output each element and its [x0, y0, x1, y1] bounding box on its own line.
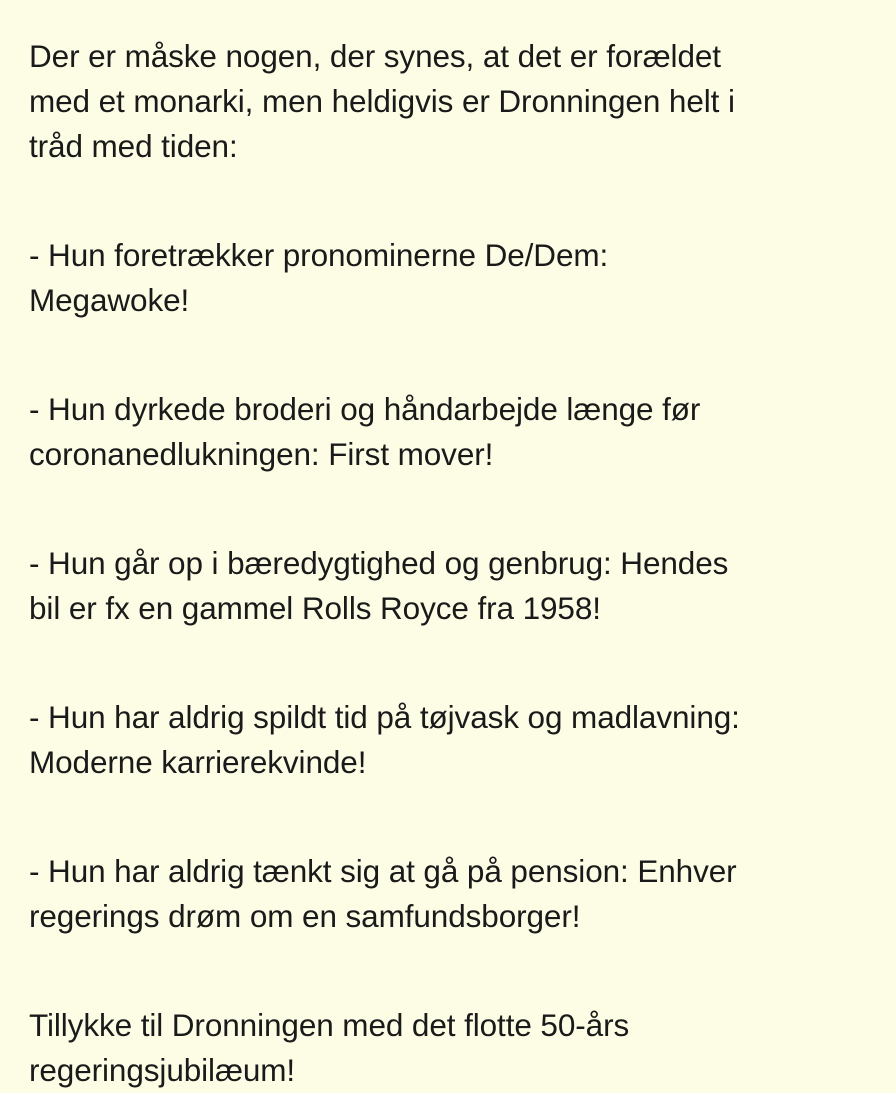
closing-paragraph: Tillykke til Dronningen med det flotte 50-års regeringsjubilæum! [29, 1007, 630, 1088]
bullet-career: - Hun har aldrig spildt tid på tøjvask og madlavning: Moderne karrierekvinde! [29, 699, 740, 780]
bullet-pension: - Hun har aldrig tænkt sig at gå på pension: Enhver regerings drøm om en samfundsborger! [29, 853, 737, 934]
intro-paragraph: Der er måske nogen, der synes, at det er forældet med et monarki, men heldigvis er Dronningen helt i tråd med tiden: [29, 38, 735, 164]
bullet-pronouns: - Hun foretrækker pronominerne De/Dem: Megawoke! [29, 237, 609, 318]
bullet-sustainability: - Hun går op i bæredygtighed og genbrug: Hendes bil er fx en gammel Rolls Royce fra 1958! [29, 545, 729, 626]
bullet-embroidery: - Hun dyrkede broderi og håndarbejde længe før coronanedlukningen: First mover! [29, 391, 701, 472]
